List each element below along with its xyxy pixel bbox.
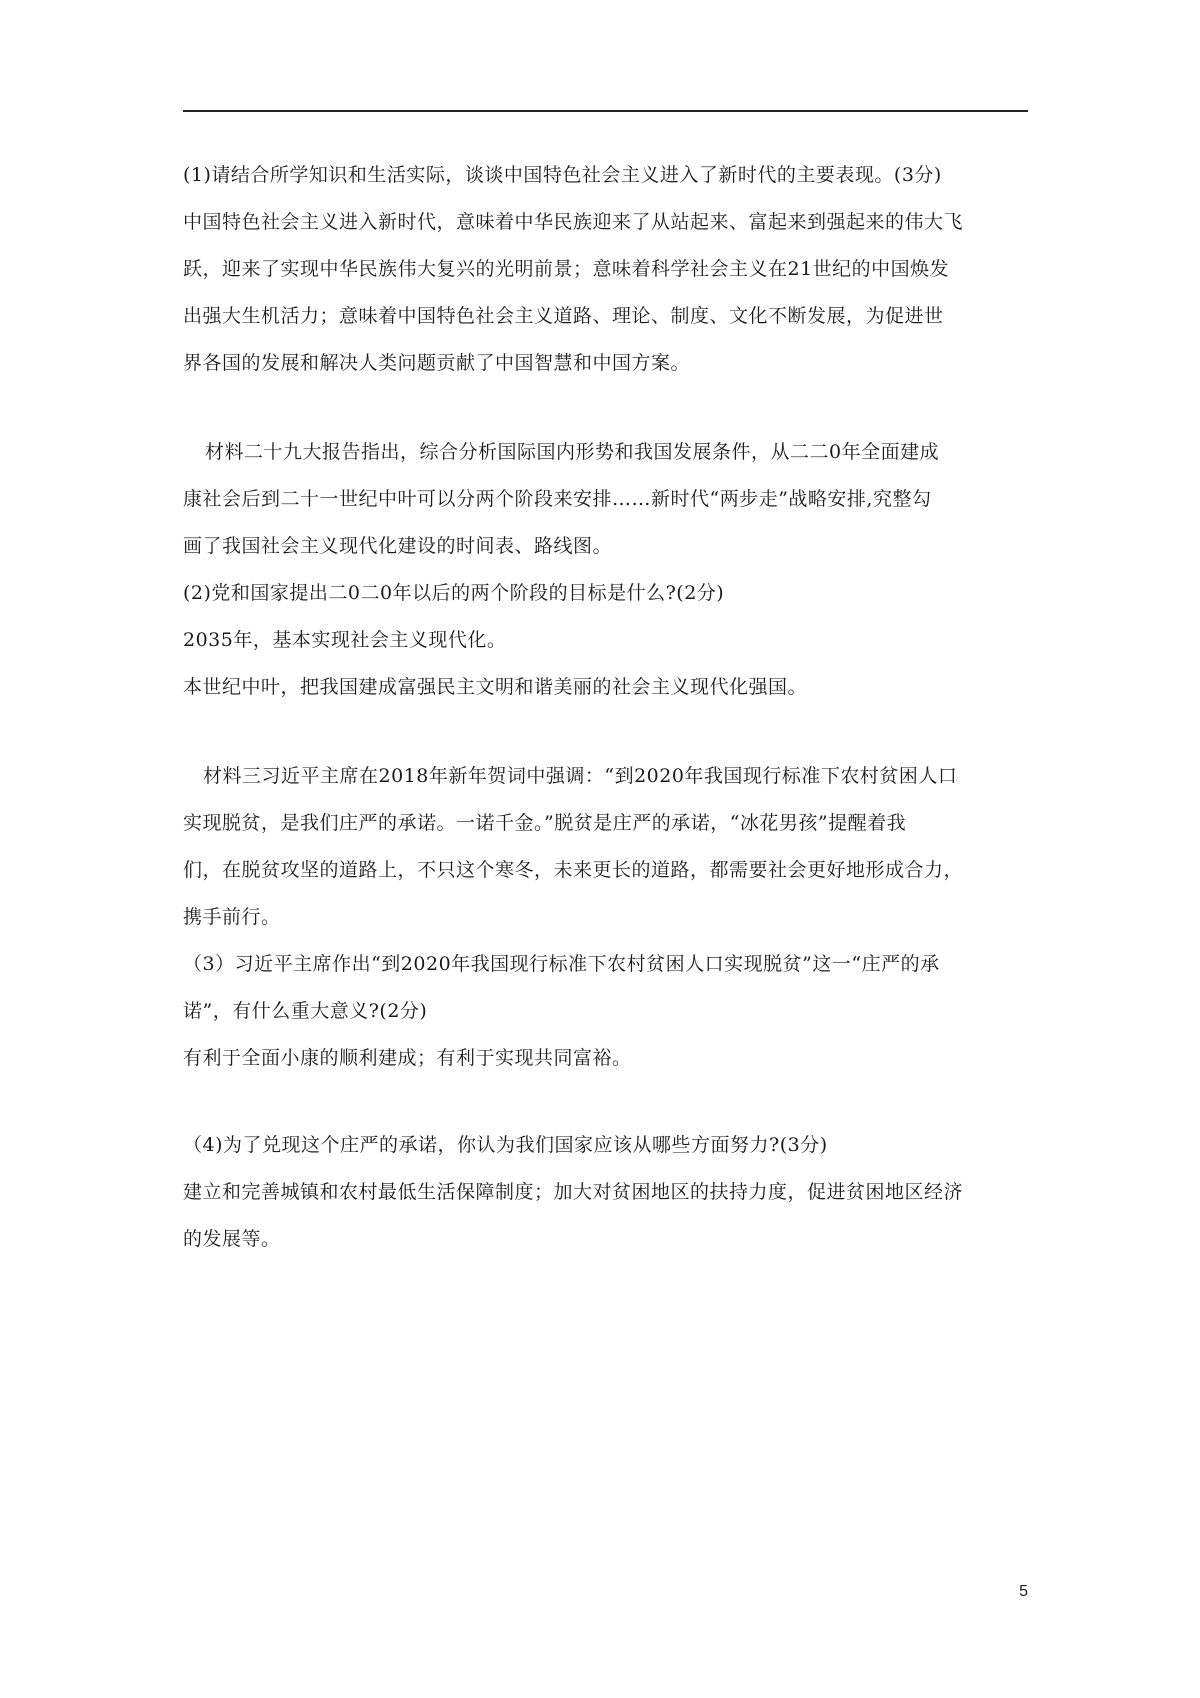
header-rule [183, 110, 1028, 112]
material-2-line: 康社会后到二十一世纪中叶可以分两个阶段来安排……新时代“两步走”战略安排,究整勾 [183, 488, 932, 510]
material-2-line: 材料二十九大报告指出，综合分析国际国内形势和我国发展条件，从二二0年全面建成 [205, 441, 940, 463]
document-body [183, 152, 1028, 1263]
spacer [183, 387, 1028, 429]
material-3-line: 携手前行。 [183, 906, 281, 928]
answer-2-line: 本世纪中叶，把我国建成富强民主文明和谐美丽的社会主义现代化强国。 [183, 676, 808, 698]
answer-1-line: 跃，迎来了实现中华民族伟大复兴的光明前景；意味着科学社会主义在21世纪的中国焕发 [183, 258, 950, 280]
answer-3: 有利于全面小康的顺利建成；有利于实现共同富裕。 [183, 1047, 632, 1069]
question-3-line: （3）习近平主席作出“到2020年我国现行标准下农村贫困人口实现脱贫”这一“庄严的承 [183, 953, 940, 975]
answer-4-line: 建立和完善城镇和农村最低生活保障制度；加大对贫困地区的扶持力度，促进贫困地区经济 [183, 1181, 964, 1203]
answer-2-line: 2035年，基本实现社会主义现代化。 [183, 629, 507, 651]
question-3-line: 诺”，有什么重大意义?(2分) [183, 1000, 428, 1022]
question-4: （4)为了兑现这个庄严的承诺，你认为我们国家应该从哪些方面努力?(3分) [183, 1134, 828, 1156]
material-3-line: 材料三习近平主席在2018年新年贺词中强调：“到2020年我国现行标准下农村贫困人口 [203, 765, 958, 787]
question-1: (1)请结合所学知识和生活实际，谈谈中国特色社会主义进入了新时代的主要表现。(3分) [183, 164, 942, 186]
answer-4-line: 的发展等。 [183, 1228, 281, 1250]
question-2: (2)党和国家提出二0二0年以后的两个阶段的目标是什么?(2分) [183, 582, 725, 604]
answer-1-line: 出强大生机活力；意味着中国特色社会主义道路、理论、制度、文化不断发展，为促进世 [183, 305, 944, 327]
material-3-line: 们，在脱贫攻坚的道路上，不只这个寒冬，未来更长的道路，都需要社会更好地形成合力， [183, 859, 964, 881]
spacer [183, 711, 1028, 753]
answer-1-line: 界各国的发展和解决人类问题贡献了中国智慧和中国方案。 [183, 352, 691, 374]
material-2-line: 画了我国社会主义现代化建设的时间表、路线图。 [183, 535, 613, 557]
page-number: 5 [1019, 1583, 1028, 1600]
answer-1-line: 中国特色社会主义进入新时代，意味着中华民族迎来了从站起来、富起来到强起来的伟大飞 [183, 211, 964, 233]
material-3-line: 实现脱贫，是我们庄严的承诺。一诺千金。”脱贫是庄严的承诺，“冰花男孩”提醒着我 [183, 812, 907, 834]
spacer [183, 1082, 1028, 1122]
